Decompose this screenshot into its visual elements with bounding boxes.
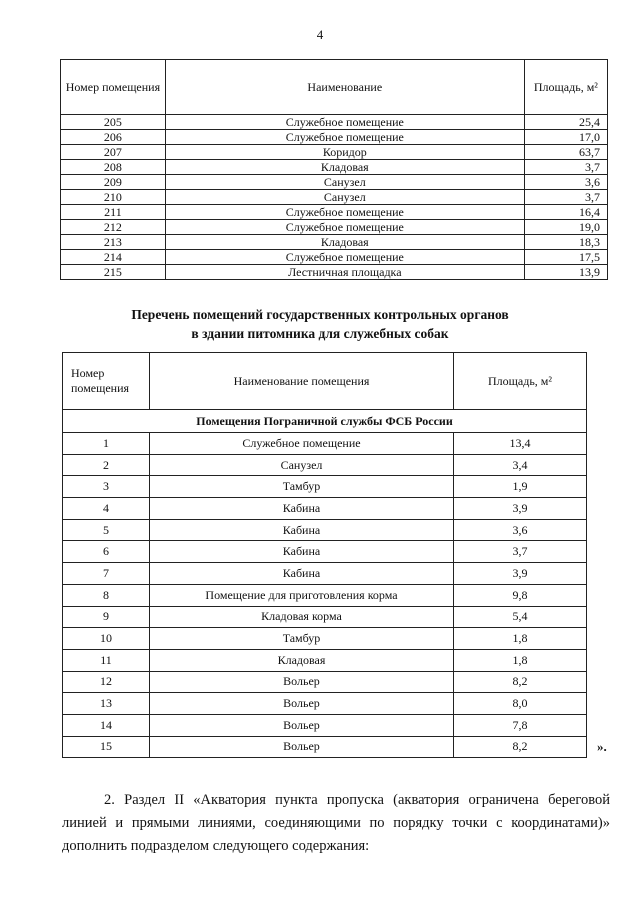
room-name-cell: Служебное помещение — [165, 250, 524, 265]
room-name-cell: Санузел — [165, 190, 524, 205]
table-row — [63, 693, 587, 715]
room-name-cell: Санузел — [165, 175, 524, 190]
room-name-cell: Вольер — [150, 736, 454, 758]
room-area-cell: 1,8 — [454, 628, 587, 650]
paragraph-text: 2. Раздел II «Акватория пункта пропуска (акватория ограничена береговой линией и прямыми линиями, соединяющими по порядку точки с координатами)» дополнить подразделом следующего содержания: — [62, 792, 610, 854]
room-name-cell: Кладовая корма — [150, 606, 454, 628]
header-name: Наименование помещения — [150, 353, 454, 410]
room-name-cell: Вольер — [150, 671, 454, 693]
room-area-cell: 17,0 — [524, 130, 607, 145]
table-row — [61, 190, 608, 205]
section-title-row — [63, 410, 587, 433]
room-name-cell: Коридор — [165, 145, 524, 160]
section-title: Помещения Пограничной службы ФСБ России — [63, 410, 587, 433]
room-name-cell: Кабина — [150, 541, 454, 563]
table-body — [61, 115, 608, 280]
room-name-cell: Служебное помещение — [165, 205, 524, 220]
room-area-cell: 16,4 — [524, 205, 607, 220]
section-heading — [0, 305, 640, 343]
room-number-cell: 214 — [61, 250, 166, 265]
room-name-cell: Служебное помещение — [165, 220, 524, 235]
room-number-cell: 10 — [63, 628, 150, 650]
room-name-cell: Кладовая — [165, 160, 524, 175]
table-row — [61, 175, 608, 190]
room-number-cell: 15 — [63, 736, 150, 758]
room-number-cell: 8 — [63, 584, 150, 606]
room-area-cell: 17,5 — [524, 250, 607, 265]
rooms-table-2 — [62, 352, 587, 758]
room-name-cell: Кладовая — [150, 649, 454, 671]
room-area-cell: 8,2 — [454, 671, 587, 693]
room-number-cell: 11 — [63, 649, 150, 671]
rooms-table-1 — [60, 59, 608, 280]
room-number-cell: 211 — [61, 205, 166, 220]
table-row — [61, 265, 608, 280]
room-number-cell: 205 — [61, 115, 166, 130]
table-row — [61, 145, 608, 160]
table-row — [61, 220, 608, 235]
table-body — [63, 410, 587, 758]
room-area-cell: 3,7 — [524, 190, 607, 205]
room-number-cell: 13 — [63, 693, 150, 715]
room-number-cell: 209 — [61, 175, 166, 190]
room-number-cell: 213 — [61, 235, 166, 250]
table-header-row — [63, 353, 587, 410]
room-area-cell: 5,4 — [454, 606, 587, 628]
room-name-cell: Кладовая — [165, 235, 524, 250]
room-name-cell: Санузел — [150, 454, 454, 476]
table-row — [61, 205, 608, 220]
room-area-cell: 13,9 — [524, 265, 607, 280]
table-header-row — [61, 60, 608, 115]
page-number: 4 — [316, 27, 324, 42]
room-area-cell: 8,2 — [454, 736, 587, 758]
table-row — [63, 498, 587, 520]
room-area-cell: 13,4 — [454, 433, 587, 455]
room-number-cell: 207 — [61, 145, 166, 160]
room-area-cell: 3,6 — [524, 175, 607, 190]
room-name-cell: Кабина — [150, 563, 454, 585]
header-area: Площадь, м² — [454, 353, 587, 410]
room-area-cell: 25,4 — [524, 115, 607, 130]
table-row — [63, 563, 587, 585]
table-row — [63, 519, 587, 541]
room-number-cell: 2 — [63, 454, 150, 476]
room-area-cell: 7,8 — [454, 714, 587, 736]
room-area-cell: 9,8 — [454, 584, 587, 606]
room-number-cell: 210 — [61, 190, 166, 205]
room-number-cell: 9 — [63, 606, 150, 628]
room-area-cell: 18,3 — [524, 235, 607, 250]
table-row — [63, 433, 587, 455]
room-area-cell: 3,6 — [454, 519, 587, 541]
room-number-cell: 1 — [63, 433, 150, 455]
room-area-cell: 8,0 — [454, 693, 587, 715]
room-name-cell: Служебное помещение — [165, 115, 524, 130]
table-row — [61, 250, 608, 265]
heading-line-2: в здании питомника для служебных собак — [191, 326, 449, 341]
room-name-cell: Лестничная площадка — [165, 265, 524, 280]
table-row — [63, 584, 587, 606]
room-area-cell: 3,7 — [524, 160, 607, 175]
room-name-cell: Помещение для приготовления корма — [150, 584, 454, 606]
room-number-cell: 215 — [61, 265, 166, 280]
room-area-cell: 63,7 — [524, 145, 607, 160]
room-area-cell: 3,9 — [454, 498, 587, 520]
room-area-cell: 3,7 — [454, 541, 587, 563]
table-row — [63, 649, 587, 671]
room-name-cell: Служебное помещение — [150, 433, 454, 455]
table-row — [61, 160, 608, 175]
room-name-cell: Кабина — [150, 519, 454, 541]
table-row — [63, 541, 587, 563]
room-name-cell: Вольер — [150, 714, 454, 736]
room-area-cell: 3,9 — [454, 563, 587, 585]
table-row — [61, 235, 608, 250]
room-name-cell: Вольер — [150, 693, 454, 715]
room-number-cell: 14 — [63, 714, 150, 736]
room-number-cell: 3 — [63, 476, 150, 498]
table-row — [61, 130, 608, 145]
room-area-cell: 1,9 — [454, 476, 587, 498]
body-paragraph — [62, 789, 610, 858]
room-area-cell: 1,8 — [454, 649, 587, 671]
table-row — [63, 671, 587, 693]
table-row — [63, 628, 587, 650]
table-row — [63, 476, 587, 498]
room-name-cell: Кабина — [150, 498, 454, 520]
header-name: Наименование — [165, 60, 524, 115]
room-number-cell: 5 — [63, 519, 150, 541]
header-room-number: Номер помещения — [63, 353, 150, 410]
table-row — [63, 714, 587, 736]
table-row — [63, 736, 587, 758]
room-number-cell: 206 — [61, 130, 166, 145]
room-area-cell: 3,4 — [454, 454, 587, 476]
room-name-cell: Тамбур — [150, 628, 454, 650]
room-name-cell: Служебное помещение — [165, 130, 524, 145]
table-row — [61, 115, 608, 130]
closing-quote: ». — [597, 739, 607, 754]
room-number-cell: 4 — [63, 498, 150, 520]
room-number-cell: 6 — [63, 541, 150, 563]
room-number-cell: 212 — [61, 220, 166, 235]
table-row — [63, 454, 587, 476]
header-area: Площадь, м² — [524, 60, 607, 115]
header-room-number: Номер помещения — [61, 60, 166, 115]
heading-line-1: Перечень помещений государственных контрольных органов — [131, 307, 509, 322]
room-name-cell: Тамбур — [150, 476, 454, 498]
table-row — [63, 606, 587, 628]
room-number-cell: 208 — [61, 160, 166, 175]
room-area-cell: 19,0 — [524, 220, 607, 235]
room-number-cell: 7 — [63, 563, 150, 585]
room-number-cell: 12 — [63, 671, 150, 693]
